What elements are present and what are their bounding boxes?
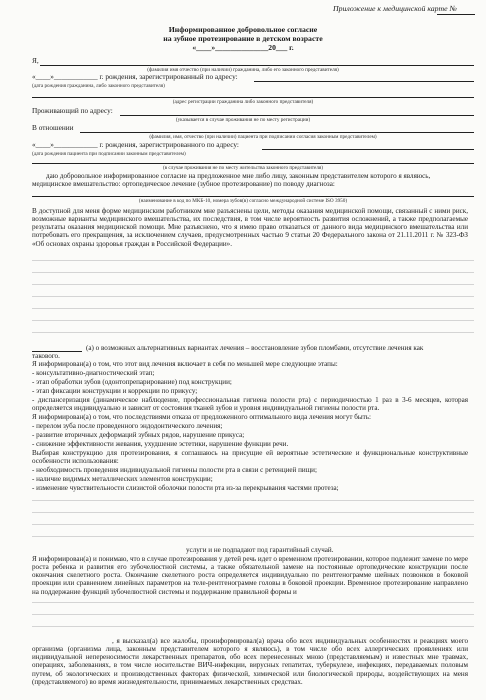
about-field[interactable] bbox=[80, 132, 474, 133]
complaints-paragraph bbox=[32, 637, 468, 686]
stages-intro: Я информирован(а) о том, что этот вид лечения включает в себя по меньшей мере следующие этапы: bbox=[32, 360, 338, 368]
fio-caption: (фамилия имя отчество (при наличии) гражданина, либо его законного представителя) bbox=[147, 67, 339, 73]
temporary-prosthetics-text: Я информирован(а) и понимаю, что в случае протезирования у детей речь идет о временном протезировании, которое подлежит замене по мере роста ребенка и развития его зубочелюстной системы, а также обязательной замене на постоянные ортопедические конструкции после окончания скелетного роста. Окончание скелетного роста определяется индивидуально по рентгенограмме шейных позвонков в боковой проекции или сравнением линейных параметров на теле-рентгенограмме головы в боковой проекции. Временное протезирование направлено на поддержание функций зубочелюстной системы и поддержание правильной формы и bbox=[32, 555, 468, 596]
blank-line bbox=[32, 536, 474, 537]
reg-address-field[interactable] bbox=[254, 81, 474, 82]
blank-line bbox=[32, 524, 474, 525]
warranty-line: услуги и не подпадают под гарантийный случай. bbox=[186, 546, 334, 554]
birth2-line: «____»____________ г. рождения, зарегистрированного по адресу: bbox=[32, 140, 239, 149]
refuse-item: - перелом зуба после проведенного эндодонтического лечения; bbox=[32, 422, 223, 430]
form-date: «____»______________20___ г. bbox=[192, 43, 294, 52]
alt-treatment-line-2: такового. bbox=[32, 352, 60, 360]
form-title: Информированное добровольное согласие bbox=[168, 25, 318, 34]
form-subtitle: на зубное протезирование в детском возрасте bbox=[163, 34, 323, 43]
blank-line bbox=[32, 272, 474, 273]
ya-label: Я, bbox=[32, 56, 39, 65]
live-label: Проживающий по адресу: bbox=[32, 106, 113, 115]
reg-address-field-2[interactable] bbox=[32, 97, 474, 98]
blank-line bbox=[32, 500, 474, 501]
feature-item: - наличие видимых металлических элементов конструкции; bbox=[32, 475, 213, 483]
consent-line-1: даю добровольное информированное согласие на предложенное мне либо лицу, законным представителем которого я являюсь, bbox=[46, 172, 431, 180]
info-paragraph bbox=[32, 207, 468, 248]
stay-field[interactable] bbox=[32, 163, 474, 164]
diagnosis-field[interactable] bbox=[32, 196, 474, 197]
blank-line bbox=[32, 320, 474, 321]
blank-line bbox=[32, 332, 474, 333]
stage-item-text: - диспансеризация (динамическое наблюдение, профессиональная гигиена полости рта) с периодичностью 1 раз в 3-6 месяцев, которая определяется индивидуально и зависит от состояния тканей зубов и уровня индивидуальной гигиены полости рта. bbox=[32, 396, 468, 413]
complaints-text: , я высказал(а) все жалобы, проинформировал(а) врача обо всех индивидуальных особенностях и реакциях моего организма (организма лица, законным представителем которого я являюсь), в том числе обо всех аллергических проявлениях или индивидуальной непереносимости лекарственных препаратов, обо всех перенесенных мною (представляемым) и известных мне травмах, операциях, заболеваниях, в том числе носительстве ВИЧ-инфекции, вирусных гепатитах, туберкулезе, инфекциях, передаваемых половым путем, об экологических и производственных факторах физической, химической или биологической природы, воздействующих на меня (представляемого) во время жизнедеятельности, принимаемых лекарственных средствах. bbox=[32, 637, 468, 686]
birth-line: «____»____________ г. рождения, зарегистрированный по адресу: bbox=[32, 72, 238, 81]
choose-text: Выбирая конструкцию для протезирования, я соглашаюсь на присущие ей вероятные эстетические и функциональные конструктивные особенности использования: bbox=[32, 449, 468, 466]
blank-line bbox=[32, 602, 474, 603]
refuse-intro: Я информирован(а) о том, что последствиями отказа от предложенного оптимального вида лечения могут быть: bbox=[32, 413, 371, 421]
about-caption: (фамилия, имя, отчество (при наличии) пациента при подписании согласия законным представителем) bbox=[149, 134, 377, 140]
blank-line bbox=[32, 284, 474, 285]
feature-item: - изменение чувствительности слизистой оболочки полости рта из-за перекрывания частями протеза; bbox=[32, 484, 339, 492]
consent-line-2: медицинское вмешательство: ортопедическое лечение (зубное протезирование) по поводу диагноза: bbox=[32, 180, 335, 188]
appendix-number-line bbox=[437, 14, 475, 15]
temporary-prosthetics-paragraph bbox=[32, 555, 468, 596]
blank-line bbox=[32, 626, 474, 627]
stage-item: - этап обработки зубов (одонтопрепарирование) под конструкции; bbox=[32, 378, 232, 386]
blank-line bbox=[32, 260, 474, 261]
refuse-item: - развитие вторичных деформаций зубных рядов, нарушение прикуса; bbox=[32, 431, 245, 439]
reg2-field[interactable] bbox=[262, 149, 474, 150]
blank-line bbox=[32, 512, 474, 513]
refuse-item: - снижение эффективности жевания, ухудшение эстетики, нарушение функции речи. bbox=[32, 440, 289, 448]
fio-field[interactable] bbox=[40, 65, 474, 66]
blank-line bbox=[32, 308, 474, 309]
stay-caption: (в случае проживания не по месту жительства законного представителя) bbox=[162, 165, 324, 171]
choose-paragraph bbox=[32, 449, 468, 465]
blank-line bbox=[32, 296, 474, 297]
reg-caption: (адрес регистрации гражданина либо законного представителя) bbox=[172, 99, 314, 105]
stage-item: - этап фиксации конструкции и коррекции по прикусу; bbox=[32, 387, 198, 395]
alt-treatment-line: (а) о возможных альтернативных вариантах лечения – восстановление зубов пломбами, отсутствие лечения как bbox=[86, 344, 424, 352]
stage-item: - консультативно-диагностический этап; bbox=[32, 369, 155, 377]
diagnosis-caption: (наименование в код по МКБ-10, номера зубов(в) согласно международной системе ISO 3950) bbox=[138, 198, 348, 204]
live-field[interactable] bbox=[120, 115, 474, 116]
blank-line bbox=[32, 614, 474, 615]
info-paragraph-text: В доступной для меня форме медицинским работником мне разъяснены цели, методы оказания медицинской помощи, связанный с ними риск, возможные варианты медицинского вмешательства, их последствия, в том числе вероятность развития осложнений, а также предполагаемые результаты оказания медицинской помощи. Мне разъяснено, что я имею право отказаться от данного вида медицинского вмешательства или потребовать его прекращения, за исключением случаев, предусмотренных частью 9 статьи 20 Федерального закона от 21.11.2011 г. № 323-ФЗ «Об основах охраны здоровья граждан в Российской Федерации». bbox=[32, 207, 468, 248]
feature-item: - необходимость проведения индивидуальной гигиены полости рта в связи с ретенцией пищи; bbox=[32, 466, 317, 474]
appendix-label: Приложение к медицинской карте № bbox=[333, 4, 457, 13]
live-caption: (указывается в случае проживания не по месту регистрации) bbox=[175, 117, 311, 123]
birth2-caption: (дата рождения пациента при подписании законным представителем) bbox=[32, 151, 186, 157]
about-label: В отношении bbox=[32, 123, 74, 132]
stage-item bbox=[32, 396, 468, 412]
birth-caption: (дата рождения гражданина, либо законного представителя) bbox=[32, 83, 165, 89]
